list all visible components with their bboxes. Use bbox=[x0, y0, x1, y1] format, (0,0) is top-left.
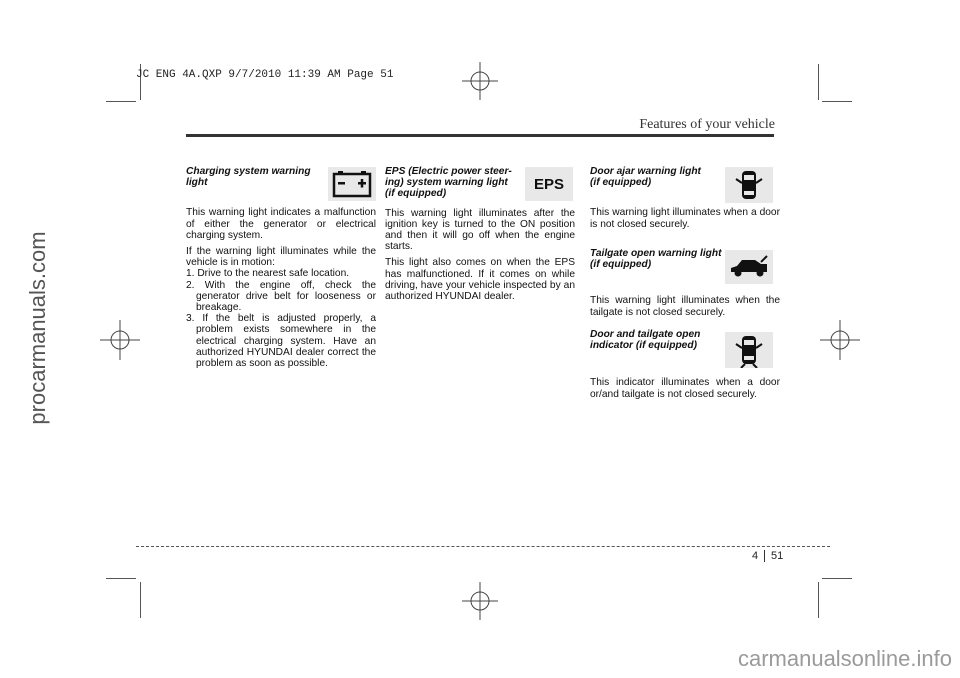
crop-mark bbox=[818, 582, 819, 618]
registration-mark-left bbox=[100, 318, 140, 362]
tailgate-text: This warning light illuminates when the tailgate is not closed securely. bbox=[590, 295, 780, 318]
chapter-number: 4 bbox=[752, 550, 759, 562]
eps-heading bbox=[385, 166, 525, 200]
registration-mark-bottom bbox=[458, 582, 502, 620]
door-tailgate-icon-box bbox=[725, 332, 773, 368]
list-item: 2. With the engine off, check the generator drive belt for looseness or breakage. bbox=[186, 279, 376, 314]
crop-mark bbox=[140, 582, 141, 618]
battery-icon-box bbox=[328, 167, 376, 201]
list-item: 3. If the belt is adjusted properly, a problem exists somewhere in the electrical charging system. Have an authorized HYUNDAI dealer correct the problem as soon as possible. bbox=[186, 313, 376, 370]
print-slug: JC ENG 4A.QXP 9/7/2010 11:39 AM Page 51 bbox=[136, 69, 394, 81]
watermark: procarmanuals.com bbox=[25, 231, 50, 425]
heading-line: Charging system warning bbox=[186, 166, 311, 177]
battery-icon bbox=[328, 167, 376, 201]
heading-line: light bbox=[186, 177, 208, 189]
tailgate-open-icon bbox=[725, 250, 773, 284]
crop-mark bbox=[106, 578, 136, 579]
charging-intro: This warning light indicates a malfunction of either the generator or electrical charging system. bbox=[186, 207, 376, 241]
door-ajar-icon-box bbox=[725, 167, 773, 203]
header-rule bbox=[186, 134, 774, 137]
heading-line: indicator (if equipped) bbox=[590, 340, 697, 352]
heading-line: Door and tailgate open bbox=[590, 329, 701, 340]
heading-line: EPS (Electric power steer- bbox=[385, 166, 512, 177]
door-tailgate-open-icon bbox=[725, 332, 773, 368]
heading-line: (if equipped) bbox=[590, 259, 652, 271]
section-title: Features of your vehicle bbox=[639, 117, 775, 132]
heading-line: Tailgate open warning light bbox=[590, 248, 722, 259]
heading-line: (if equipped) bbox=[385, 188, 447, 200]
charging-lead: If the warning light illuminates while the vehicle is in motion: bbox=[186, 246, 376, 269]
charging-heading bbox=[186, 166, 326, 188]
eps-paragraph-2: This light also comes on when the EPS has malfunctioned. If it comes on while driving, have your vehicle inspected by an authorized HYUNDAI dealer. bbox=[385, 257, 575, 303]
crop-mark bbox=[822, 101, 852, 102]
tailgate-icon-box bbox=[725, 250, 773, 284]
page-number: 51 bbox=[771, 550, 784, 562]
door-ajar-icon bbox=[725, 167, 773, 203]
door-tailgate-text: This indicator illuminates when a door or/and tailgate is not closed securely. bbox=[590, 377, 780, 400]
charging-steps bbox=[186, 268, 376, 369]
eps-icon-box bbox=[525, 167, 573, 201]
eps-paragraph-1: This warning light illuminates after the ignition key is turned to the ON position and then it will go off when the engine starts. bbox=[385, 207, 575, 253]
eps-icon: EPS bbox=[533, 175, 564, 193]
heading-line: ing) system warning light bbox=[385, 177, 508, 189]
page-divider bbox=[764, 550, 765, 562]
registration-mark-right bbox=[820, 318, 860, 362]
heading-line: (if equipped) bbox=[590, 177, 652, 189]
door-ajar-text: This warning light illuminates when a door is not closed securely. bbox=[590, 207, 780, 230]
crop-mark bbox=[822, 578, 852, 579]
registration-mark-top bbox=[458, 62, 502, 100]
crop-mark bbox=[106, 101, 136, 102]
footer-rule bbox=[136, 546, 830, 547]
heading-line: Door ajar warning light bbox=[590, 166, 701, 177]
list-item: 1. Drive to the nearest safe location. bbox=[186, 268, 350, 280]
crop-mark bbox=[818, 64, 819, 100]
site-watermark: carmanualsonline.info bbox=[737, 646, 952, 671]
